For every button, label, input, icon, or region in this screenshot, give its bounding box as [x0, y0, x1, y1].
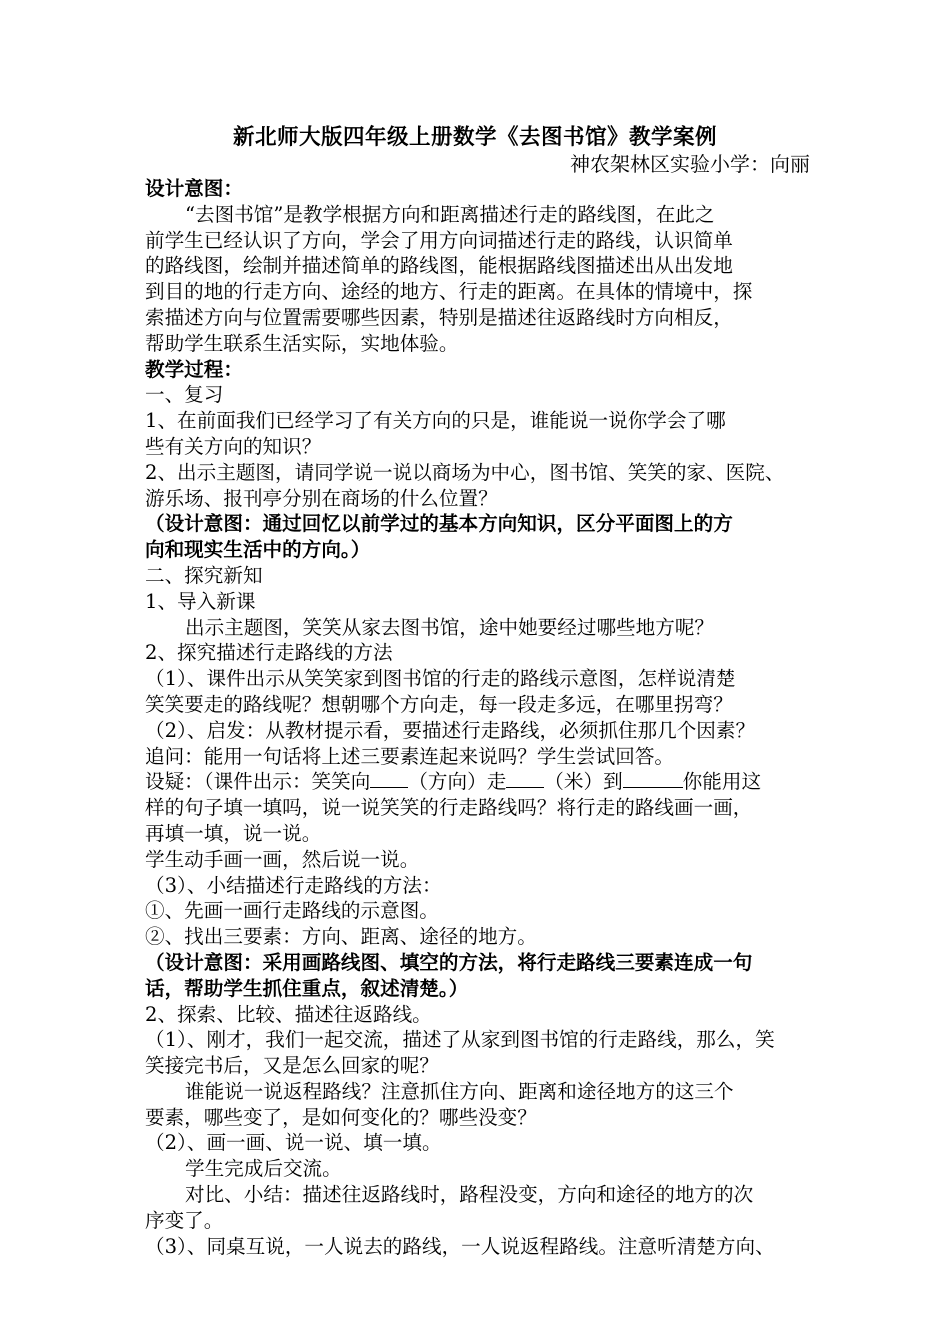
text-line: 2、探究描述行走路线的方法	[145, 641, 393, 665]
text-line: 的路线图，绘制并描述简单的路线图，能根据路线图描述出从出发地	[145, 254, 733, 278]
text-line: （设计意图：通过回忆以前学过的基本方向知识，区分平面图上的方	[145, 512, 733, 536]
text-line: （设计意图：采用画路线图、填空的方法，将行走路线三要素连成一句	[145, 950, 753, 974]
text-line: 1、在前面我们已经学习了有关方向的只是，谁能说一说你学会了哪	[145, 409, 726, 433]
text-line: 对比、小结：描述往返路线时，路程没变，方向和途径的地方的次	[185, 1183, 754, 1207]
text-line: 向和现实生活中的方向。）	[145, 538, 371, 562]
text-line: （3）、小结描述行走路线的方法：	[145, 873, 442, 897]
fill-line-text: （米）到	[544, 770, 623, 794]
text-line: （1）、课件出示从笑笑家到图书馆的行走的路线示意图，怎样说清楚	[145, 667, 736, 691]
fill-line-text: （方向）走	[408, 770, 507, 794]
text-line: 1、导入新课	[145, 589, 256, 613]
text-line: 游乐场、报刊亭分别在商场的什么位置？	[145, 486, 498, 510]
text-line: 帮助学生联系生活实际，实地体验。	[145, 331, 459, 355]
text-line: 学生动手画一画，然后说一说。	[145, 847, 420, 871]
text-line: 学生完成后交流。	[185, 1157, 342, 1181]
text-line: 前学生已经认识了方向，学会了用方向词描述行走的路线，认识简单	[145, 228, 733, 252]
document-title: 新北师大版四年级上册数学《去图书馆》教学案例	[232, 125, 717, 150]
fill-in-line	[145, 769, 815, 795]
author-line: 神农架林区实验小学：向丽	[570, 152, 810, 176]
text-line: 2、探索、比较、描述往返路线。	[145, 1002, 432, 1026]
text-line: “去图书馆”是教学根据方向和距离描述行走的路线图，在此之	[185, 202, 715, 226]
blank-underline	[370, 769, 408, 788]
text-line: ①、先画一画行走路线的示意图。	[145, 899, 439, 923]
fill-line-text: 你能用这	[682, 770, 762, 794]
text-line: 再填一填，说一说。	[145, 821, 322, 845]
text-line: 谁能说一说返程路线？注意抓住方向、距离和途径地方的这三个	[185, 1079, 734, 1103]
text-line: 索描述方向与位置需要哪些因素，特别是描述往返路线时方向相反，	[145, 305, 733, 329]
text-line: 2、出示主题图，请同学说一说以商场为中心，图书馆、笑笑的家、医院、	[145, 460, 785, 484]
document-body	[145, 176, 815, 1259]
text-line: 要素，哪些变了，是如何变化的？哪些没变？	[145, 1105, 537, 1129]
blank-underline	[506, 769, 544, 788]
text-line: 笑笑要走的路线呢？想朝哪个方向走，每一段走多远，在哪里拐弯？	[145, 692, 733, 716]
text-line: 二、探究新知	[145, 563, 263, 587]
text-line: 话，帮助学生抓住重点，叙述清楚。）	[145, 976, 469, 1000]
text-line: （1）、刚才，我们一起交流，描述了从家到图书馆的行走路线，那么，笑	[145, 1028, 775, 1052]
blank-underline	[623, 769, 683, 788]
text-line: （2）、启发：从教材提示看，要描述行走路线，必须抓住那几个因素？	[145, 718, 756, 742]
text-line: 笑接完书后，又是怎么回家的呢？	[145, 1054, 439, 1078]
text-line: 出示主题图，笑笑从家去图书馆，途中她要经过哪些地方呢？	[185, 615, 715, 639]
text-line: 序变了。	[145, 1208, 224, 1232]
text-line: （2）、画一画、说一说、填一填。	[145, 1131, 442, 1155]
text-line: 一、复习	[145, 383, 224, 407]
text-line: 教学过程：	[145, 357, 243, 381]
text-line: ②、找出三要素：方向、距离、途径的地方。	[145, 925, 537, 949]
text-line: 到目的地的行走方向、途经的地方、行走的距离。在具体的情境中，探	[145, 280, 753, 304]
text-line: 样的句子填一填吗，说一说笑笑的行走路线吗？将行走的路线画一画，	[145, 796, 753, 820]
text-line: 追问：能用一句话将上述三要素连起来说吗？学生尝试回答。	[145, 744, 675, 768]
text-line: 些有关方向的知识？	[145, 434, 322, 458]
text-line: 设计意图：	[145, 177, 243, 200]
fill-line-text: 设疑：（课件出示：笑笑向	[145, 770, 371, 794]
text-line: （3）、同桌互说，一人说去的路线，一人说返程路线。注意听清楚方向、	[145, 1234, 775, 1258]
